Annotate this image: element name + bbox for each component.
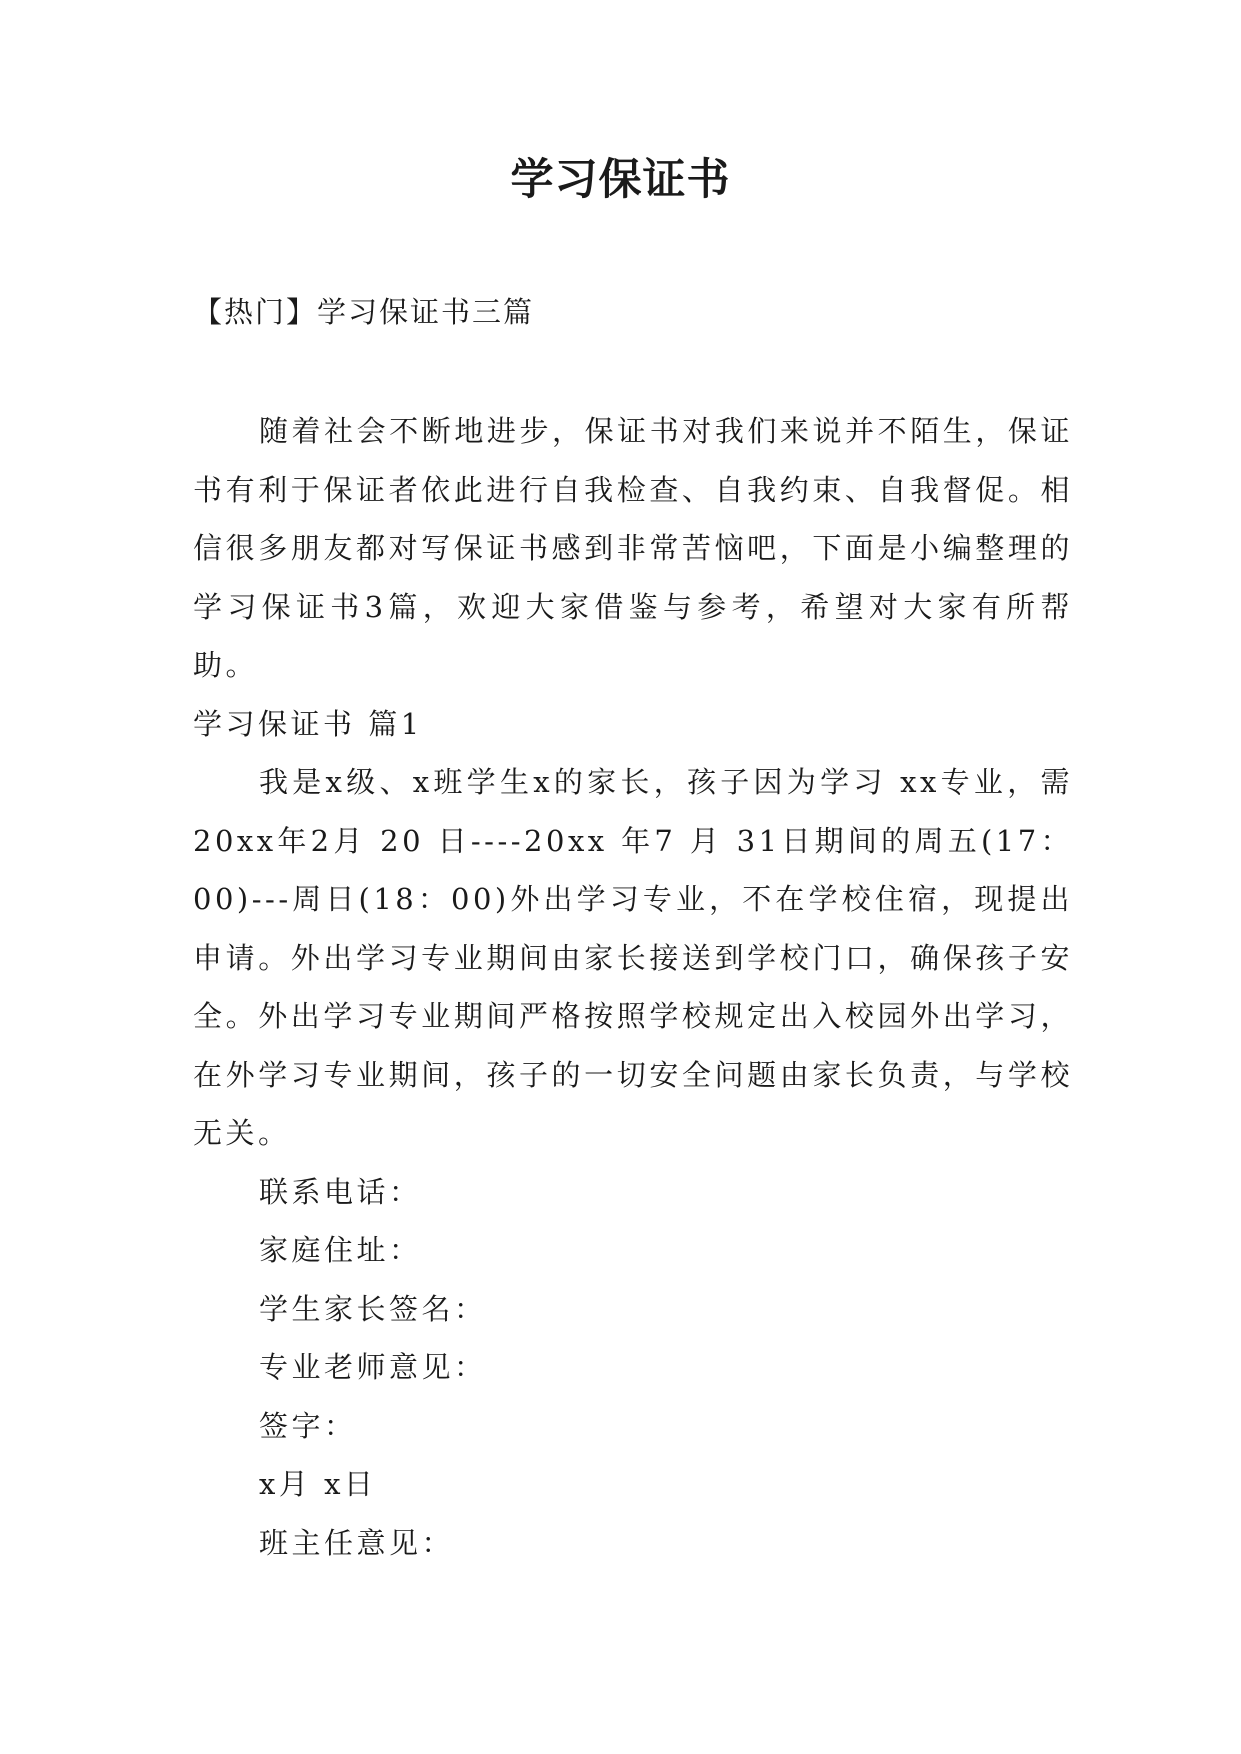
intro-paragraph: 随着社会不断地进步，保证书对我们来说并不陌生，保证书有利于保证者依此进行自我检查、自我约束、自我督促。相信很多朋友都对写保证书感到非常苦恼吧，下面是小编整理的学习保证书3篇，欢迎大家借鉴与参考，希望对大家有所帮助。 — [193, 414, 1073, 682]
field-teacher-opinion: 专业老师意见： — [259, 1350, 487, 1384]
field-home-address: 家庭住址： — [259, 1233, 422, 1267]
field-contact-phone: 联系电话： — [259, 1174, 422, 1209]
field-parent-signature: 学生家长签名： — [259, 1291, 487, 1326]
field-signature: 签字： — [259, 1408, 357, 1443]
field-head-teacher-opinion: 班主任意见： — [259, 1525, 455, 1560]
document-subtitle: 【热门】学习保证书三篇 — [193, 295, 535, 329]
page-title: 学习保证书 — [510, 155, 731, 205]
field-date: x月 x日 — [259, 1467, 377, 1501]
body-paragraph: 我是x级、x班学生x的家长，孩子因为学习 xx专业，需20xx年2月 20 日----20xx 年7 月 31日期间的周五(17：00)---周日(18：00)外出学习专业，不在学校住宿，现提出申请。外出学习专业期间由家长接送到学校门口，确保孩子安全。外出学习专业期间严格按照学校规定出入校园外出学习，在外学习专业期间，孩子的一切安全问题由家长负责，与学校无关。 — [193, 765, 1073, 1150]
section-heading: 学习保证书 篇1 — [193, 706, 423, 741]
document-body — [193, 402, 1073, 1572]
